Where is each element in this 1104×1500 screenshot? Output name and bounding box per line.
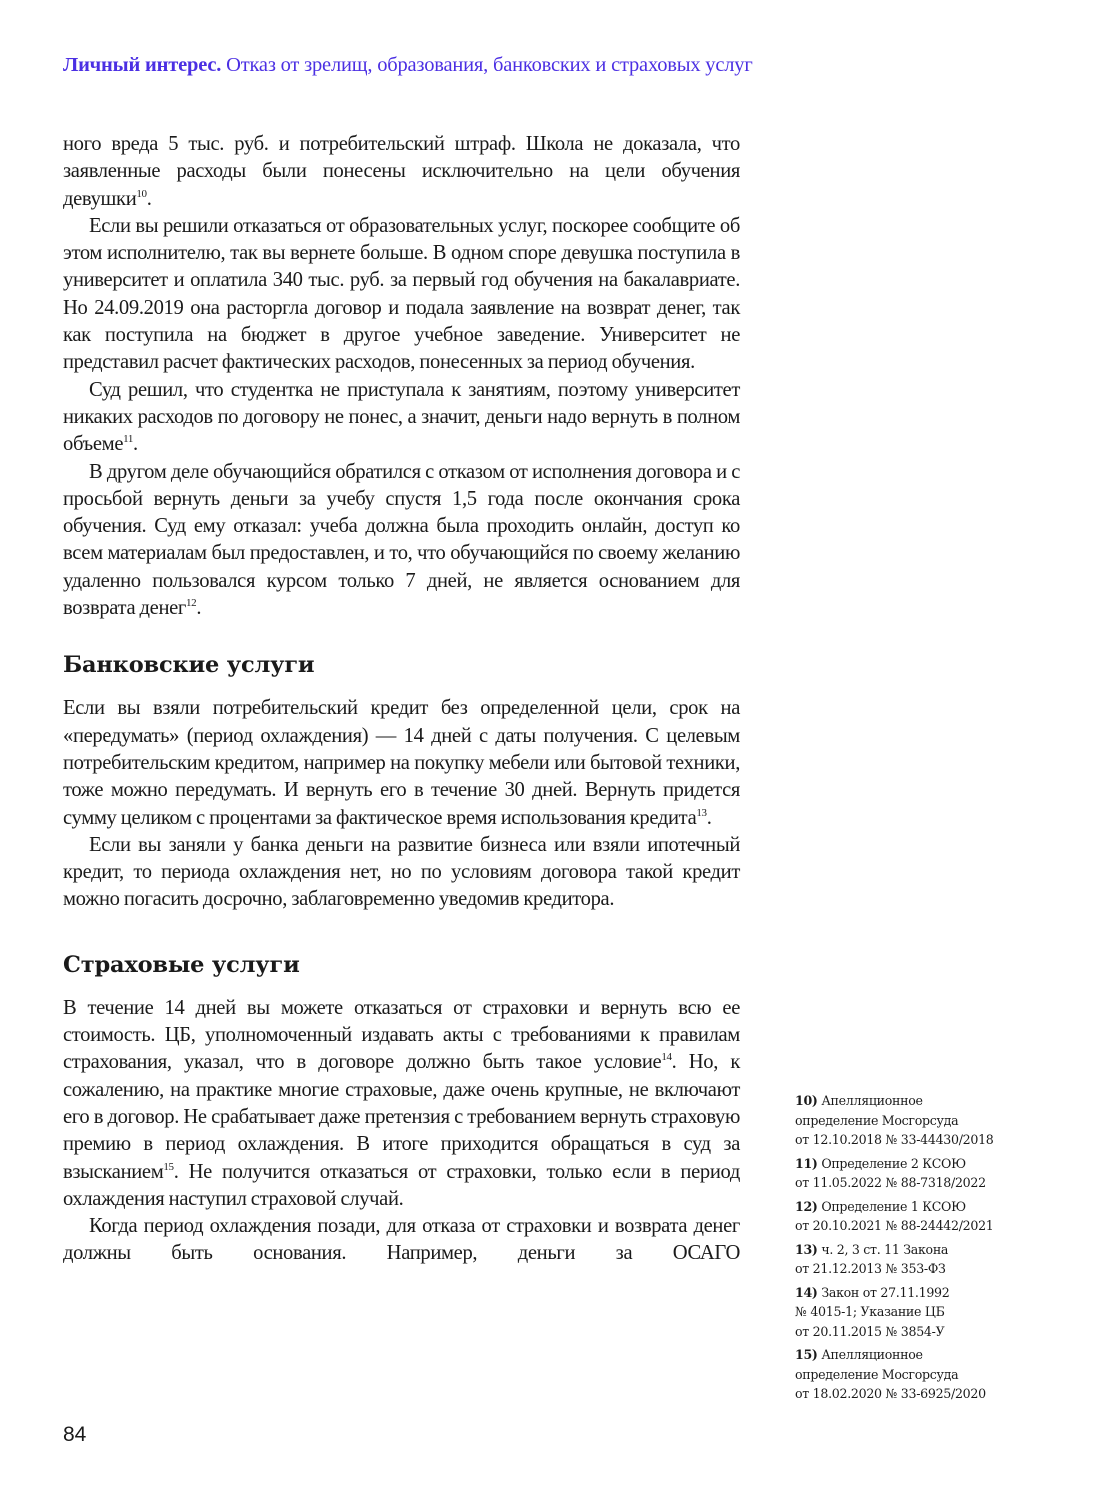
running-head-section: Личный интерес. [63,54,222,76]
footnote-ref[interactable]: 10 [136,187,147,200]
running-head [63,54,753,77]
footnote: 11) Определение 2 КСОЮ от 11.05.2022 № 88-7318/2022 [795,1155,986,1190]
paragraph: Если вы решили отказаться от образовательных услуг, поскорее сообщите об этом исполнителю, так вы вернете больше. В одном споре девушка поступила в университет и оплатила 340 тыс. руб. за первый год обучения на бакалавриате. Но 24.09.2019 она расторгла договор и подала заявление на возврат денег, так как поступила на бюджет в другое учебное заведение. Университет не представил расчет фактических расходов, понесенных за период обучения. [63,214,740,374]
section-heading-insurance: Страховые услуги [63,951,300,978]
main-column [63,131,740,1268]
footnote-ref[interactable]: 12 [186,597,197,610]
footnote-ref[interactable]: 14 [661,1051,672,1064]
paragraph: В течение 14 дней вы можете отказаться от страховки и вернуть всю ее стоимость. ЦБ, уполномоченный издавать акты с требованиями к правилам страхования, указал, что в договоре должно быть такое условие$^{14}$. Но, к сожалению, на практике многие страховые, даже очень крупные, не включают его в договор. Не срабатывает даже претензия с требованием вернуть страховую премию в период охлаждения. В итоге приходится обращаться в суд за взысканием$^{15}$. Не получится отказаться от страховки, только если в период охлаждения наступил страховой случай. [63,996,741,1210]
paragraph: ного вреда 5 тыс. руб. и потребительский штраф. Школа не доказала, что заявленные расходы были понесены исключительно на цели обучения девушки$^{10}$. [63,133,740,210]
footnote-ref[interactable]: 15 [163,1160,174,1173]
page-number: 84 [63,1423,87,1446]
paragraph: Когда период охлаждения позади, для отказа от страховки и возврата денег должны быть основания. Например, деньги за ОСАГО [63,1215,740,1265]
footnote: 13) ч. 2, 3 ст. 11 Закона от 21.12.2013 № 353-ФЗ [795,1241,949,1276]
footnote: 14) Закон от 27.11.1992 № 4015-1; Указание ЦБ от 20.11.2015 № 3854-У [795,1284,950,1339]
footnote-ref[interactable]: 11 [123,433,134,446]
paragraph: Если вы взяли потребительский кредит без определенной цели, срок на «передумать» (период охлаждения) — 14 дней с даты получения. С целевым потребительским кредитом, например на покупку мебели или бытовой техники, тоже можно передумать. И вернуть его в течение 30 дней. Вернуть придется сумму целиком с процентами за фактическое время использования кредита$^{13}$. [63,697,740,829]
paragraph: Суд решил, что студентка не приступала к занятиям, поэтому университет никаких расходов по договору не понес, а значит, деньги надо вернуть в полном объеме$^{11}$. [63,378,740,456]
footnote: 12) Определение 1 КСОЮ от 20.10.2021 № 88-24442/2021 [795,1198,994,1233]
footnote-ref[interactable]: 13 [696,806,707,819]
paragraph: Если вы заняли у банка деньги на развитие бизнеса или взяли ипотечный кредит, то периода охлаждения нет, но по условиям договора такой кредит можно погасить досрочно, заблаговременно уведомив кредитора. [63,833,740,911]
footnote: 10) Апелляционное определение Мосгорсуда от 12.10.2018 № 33-44430/2018 [795,1093,994,1147]
paragraph: В другом деле обучающийся обратился с отказом от исполнения договора и с просьбой вернуть деньги за учебу спустя 1,5 года после окончания срока обучения. Суд ему отказал: учеба должна была проходить онлайн, доступ ко всем материалам был предоставлен, и то, что обучающийся по своему желанию удаленно пользовался курсом только 7 дней, не является основанием для возврата денег$^{12}$. [63,460,740,620]
running-head-title: Отказ от зрелищ, образования, банковских и страховых услуг [226,54,753,76]
section-heading-banking: Банковские услуги [63,652,315,679]
footnotes-column [795,1091,1055,1408]
footnote: 15) Апелляционное определение Мосгорсуда от 18.02.2020 № 33-6925/2020 [795,1347,986,1401]
